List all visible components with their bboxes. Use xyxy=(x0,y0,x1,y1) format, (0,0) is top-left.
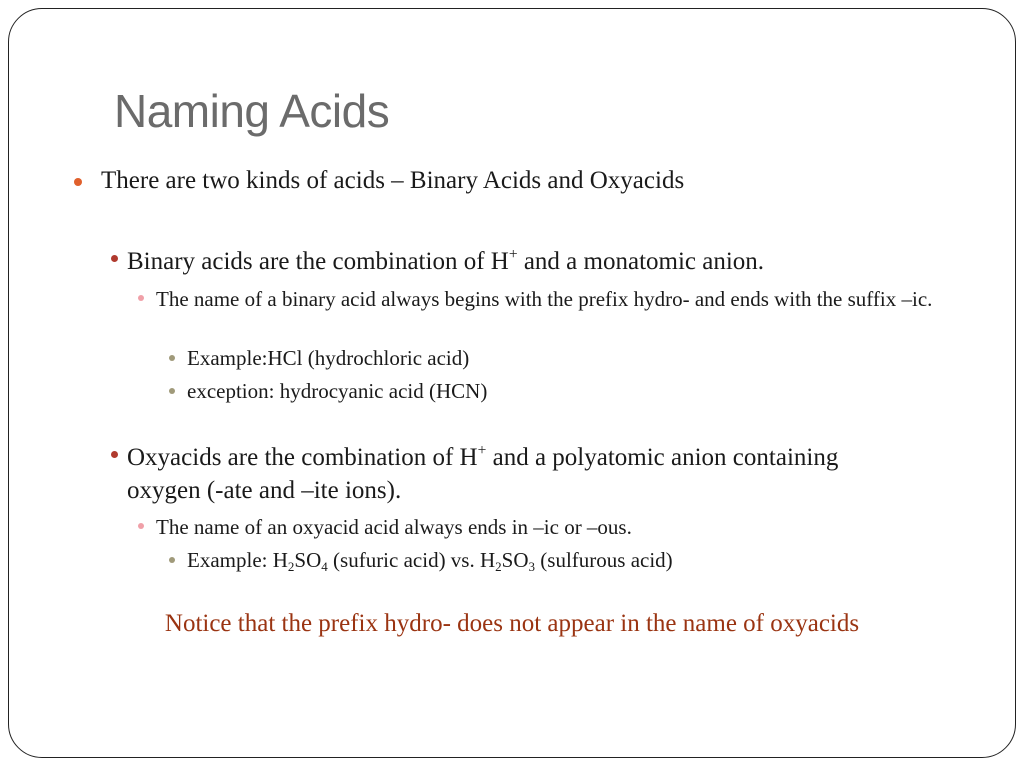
bullet-binary-acids xyxy=(111,245,901,278)
bullet-text: Binary acids are the combination of H+ and a monatomic anion. xyxy=(127,245,765,275)
bullet-text: exception: hydrocyanic acid (HCN) xyxy=(187,379,488,403)
slide-title: Naming Acids xyxy=(114,85,390,137)
bullet-dot-icon xyxy=(138,295,144,301)
bullet-oxy-rule xyxy=(138,515,958,540)
bullet-oxy-example xyxy=(169,548,929,573)
bullet-text: The name of a binary acid always begins with the prefix hydro- and ends with the suffix –ic. xyxy=(156,287,933,311)
bullet-text: Example:HCl (hydrochloric acid) xyxy=(187,346,470,370)
bullet-dot-icon xyxy=(169,557,175,563)
bullet-dot-icon xyxy=(111,451,118,458)
bullet-text: There are two kinds of acids – Binary Acids and Oxyacids xyxy=(101,167,685,194)
bullet-binary-example xyxy=(169,346,929,371)
bullet-acid-kinds xyxy=(74,167,684,195)
bullet-text: Example: $H_2SO_4$ (sufuric acid) vs. $H_2SO_3$ (sulfurous acid) xyxy=(187,548,673,574)
bullet-text: Oxyacids are the combination of H+ and a polyatomic anion containing oxygen (-ate and –ite ions). xyxy=(127,441,839,504)
bullet-dot-icon xyxy=(169,388,175,394)
bullet-text: The name of an oxyacid acid always ends in –ic or –ous. xyxy=(156,515,632,539)
bullet-binary-exception xyxy=(169,379,929,404)
bullet-dot-icon xyxy=(74,178,82,186)
notice-text: Notice that the prefix hydro- does not appear in the name of oxyacids xyxy=(164,610,860,637)
bullet-dot-icon xyxy=(111,255,118,262)
bullet-oxyacids xyxy=(111,441,901,507)
bullet-dot-icon xyxy=(169,355,175,361)
bullet-binary-rule xyxy=(138,287,958,312)
bullet-dot-icon xyxy=(138,523,144,529)
